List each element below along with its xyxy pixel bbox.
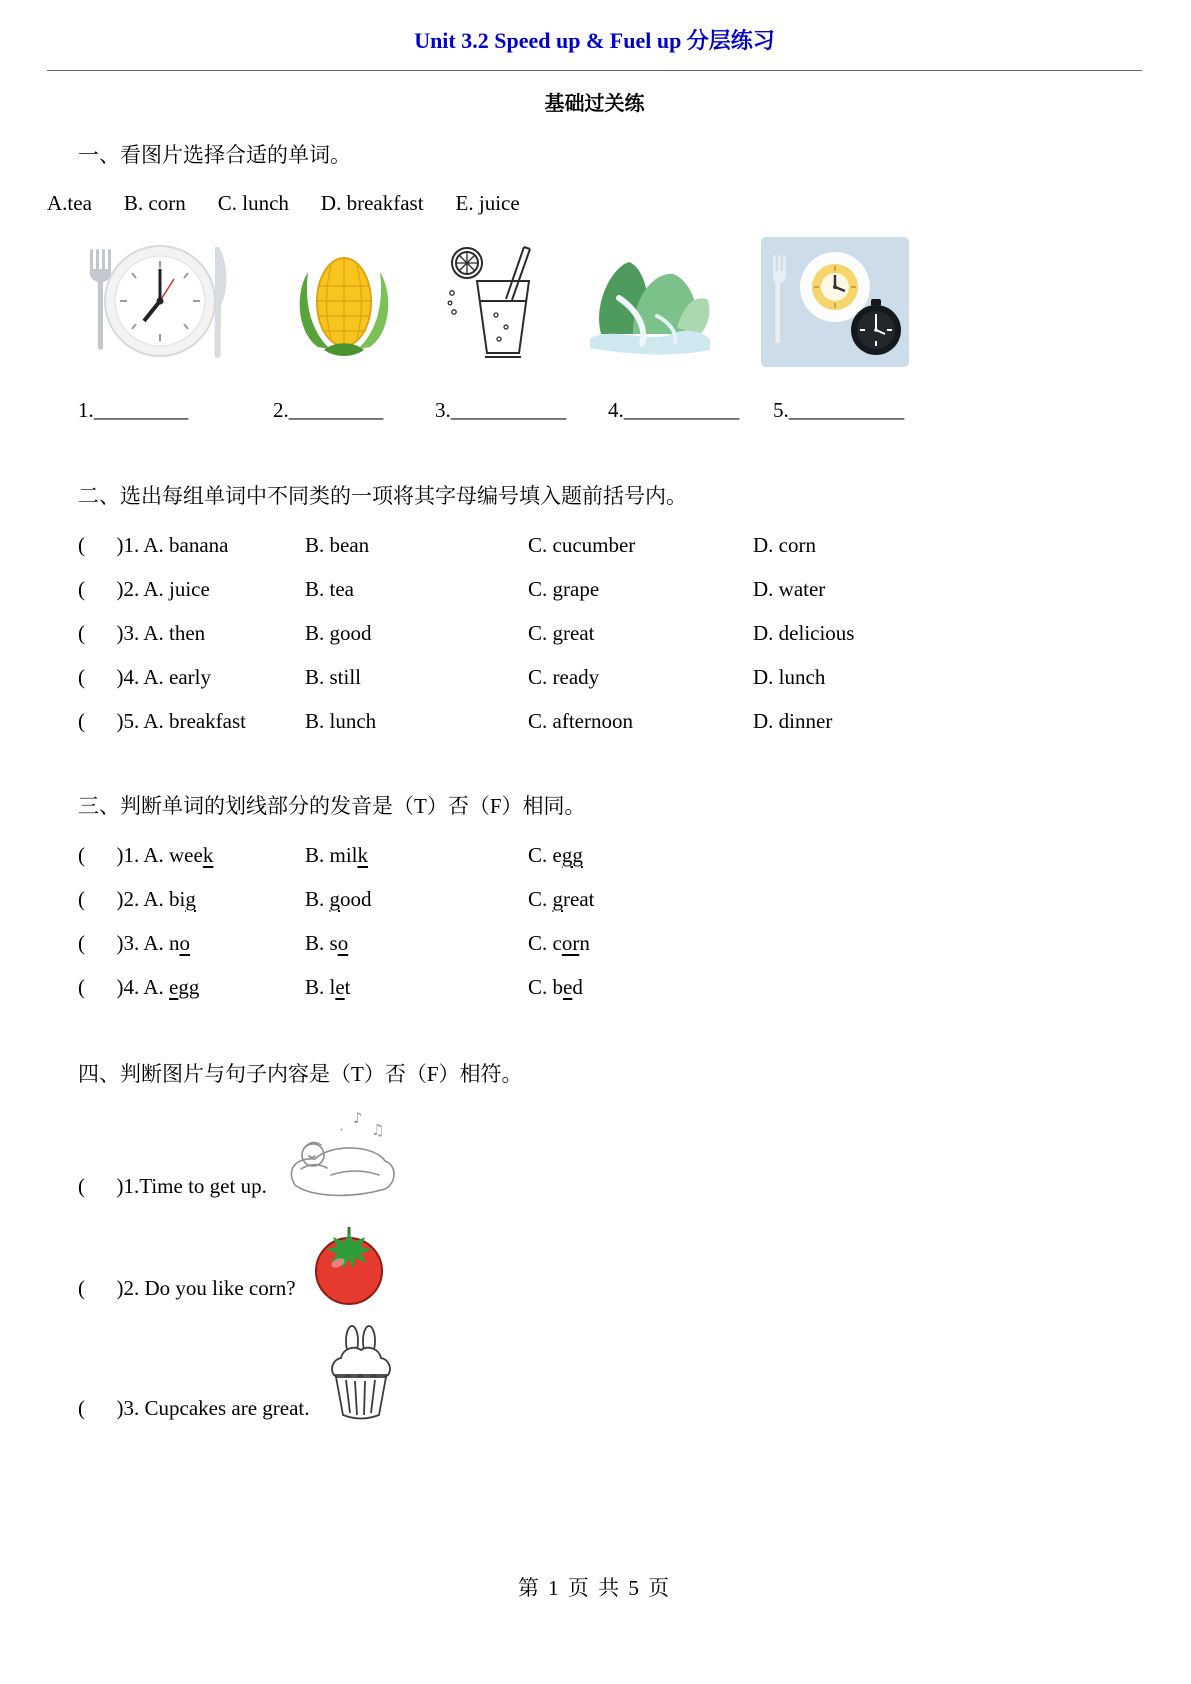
table-row xyxy=(78,699,1111,743)
answer-blank-2: 2._________ xyxy=(273,398,384,422)
judge-item-1 xyxy=(78,1105,1111,1205)
answer-blanks-row xyxy=(78,395,1111,425)
bunny-cupcake-icon xyxy=(322,1323,400,1427)
question-cell: ( )4. A. egg xyxy=(78,975,200,999)
picture-row xyxy=(78,234,1111,369)
answer-blank-1: 1._________ xyxy=(78,398,189,422)
section1-heading: 一、看图片选择合适的单词。 xyxy=(78,143,351,167)
answer-bracket: ( ) xyxy=(78,665,124,689)
table-row xyxy=(78,877,1111,921)
table-row xyxy=(78,655,1111,699)
option-e: E. juice xyxy=(455,191,520,215)
option-b: B. corn xyxy=(123,191,186,215)
table-row xyxy=(78,965,1111,1009)
answer-bracket: ( ) xyxy=(78,621,124,645)
answer-bracket: ( ) xyxy=(78,1396,124,1420)
knife-icon xyxy=(215,247,227,358)
section2-rows xyxy=(78,523,1111,743)
answer-bracket: ( ) xyxy=(78,577,124,601)
judge-sentence: ( )1.Time to get up. xyxy=(78,1174,267,1198)
choice-c: C. bed xyxy=(528,975,583,999)
judge-sentence: ( )3. Cupcakes are great. xyxy=(78,1396,310,1420)
question-cell: ( )1. A. week xyxy=(78,843,214,867)
clock-plate-image xyxy=(78,239,243,364)
choice-b: B. lunch xyxy=(305,709,377,733)
clock-plate-icon xyxy=(78,239,243,364)
tomato-icon xyxy=(308,1221,390,1307)
tomato-image xyxy=(308,1221,390,1307)
sleeping-child-icon xyxy=(279,1105,404,1205)
choice-c: C. egg xyxy=(528,843,583,867)
mountains-water-icon xyxy=(587,246,713,358)
question-cell: ( )1. A. banana xyxy=(78,533,229,557)
table-row xyxy=(78,567,1111,611)
page-number-footer: 第 1 页 共 5 页 xyxy=(517,1576,672,1600)
judge-item-3 xyxy=(78,1323,1111,1427)
choice-b: B. good xyxy=(305,887,372,911)
corn-icon xyxy=(291,246,396,358)
answer-blank-3: 3.___________ xyxy=(435,398,567,422)
answer-blank-4: 4.___________ xyxy=(608,398,740,422)
question-cell: ( )3. A. no xyxy=(78,931,191,955)
answer-bracket: ( ) xyxy=(78,975,124,999)
svg-text:·: · xyxy=(338,1121,344,1139)
option-c: C. lunch xyxy=(217,191,289,215)
svg-text:♫: ♫ xyxy=(370,1121,385,1139)
table-row xyxy=(78,523,1111,567)
section-subtitle: 基础过关练 xyxy=(544,93,645,115)
choice-d: D. dinner xyxy=(753,709,833,733)
answer-bracket: ( ) xyxy=(78,709,124,733)
section4-heading: 四、判断图片与句子内容是（T）否（F）相符。 xyxy=(78,1062,523,1086)
breakfast-clocks-icon xyxy=(761,237,909,367)
choice-c: C. afternoon xyxy=(528,709,633,733)
music-notes-icon xyxy=(339,1109,384,1139)
answer-blank-5: 5.___________ xyxy=(773,398,905,422)
mountains-image xyxy=(587,246,713,358)
choice-d: D. water xyxy=(753,577,826,601)
svg-text:♪: ♪ xyxy=(352,1109,363,1127)
choice-b: B. tea xyxy=(305,577,354,601)
section3-heading: 三、判断单词的划线部分的发音是（T）否（F）相同。 xyxy=(78,794,586,818)
choice-d: D. delicious xyxy=(753,621,855,645)
page-title: Unit 3.2 Speed up & Fuel up 分层练习 xyxy=(414,28,775,53)
judge-item-2 xyxy=(78,1221,1111,1307)
option-d: D. breakfast xyxy=(320,191,424,215)
choice-c: C. great xyxy=(528,621,595,645)
choice-c: C. great xyxy=(528,887,595,911)
choice-b: B. let xyxy=(305,975,351,999)
choice-b: B. still xyxy=(305,665,362,689)
breakfast-image xyxy=(761,237,909,367)
question-cell: ( )4. A. early xyxy=(78,665,211,689)
word-options-row xyxy=(47,188,1111,218)
header-divider xyxy=(47,70,1142,71)
choice-b: B. good xyxy=(305,621,372,645)
choice-d: D. lunch xyxy=(753,665,826,689)
table-row xyxy=(78,611,1111,655)
choice-c: C. corn xyxy=(528,931,590,955)
question-cell: ( )2. A. big xyxy=(78,887,196,911)
answer-bracket: ( ) xyxy=(78,931,124,955)
answer-bracket: ( ) xyxy=(78,533,124,557)
juice-image xyxy=(444,243,539,361)
answer-bracket: ( ) xyxy=(78,843,124,867)
sleeping-child-image xyxy=(279,1105,404,1205)
corn-image xyxy=(291,246,396,358)
choice-b: B. milk xyxy=(305,843,369,867)
choice-c: C. cucumber xyxy=(528,533,636,557)
choice-c: C. grape xyxy=(528,577,600,601)
answer-bracket: ( ) xyxy=(78,1174,124,1198)
question-cell: ( )2. A. juice xyxy=(78,577,210,601)
question-cell: ( )3. A. then xyxy=(78,621,206,645)
section2-heading: 二、选出每组单词中不同类的一项将其字母编号填入题前括号内。 xyxy=(78,484,687,508)
table-row xyxy=(78,833,1111,877)
answer-bracket: ( ) xyxy=(78,887,124,911)
juice-glass-icon xyxy=(444,243,539,361)
answer-bracket: ( ) xyxy=(78,1276,124,1300)
choice-b: B. so xyxy=(305,931,349,955)
judge-sentence: ( )2. Do you like corn? xyxy=(78,1276,296,1300)
choice-b: B. bean xyxy=(305,533,370,557)
table-row xyxy=(78,921,1111,965)
option-a: A.tea xyxy=(47,191,92,215)
cupcake-image xyxy=(322,1323,400,1427)
question-cell: ( )5. A. breakfast xyxy=(78,709,246,733)
choice-d: D. corn xyxy=(753,533,816,557)
choice-c: C. ready xyxy=(528,665,600,689)
section3-rows xyxy=(78,833,1111,1009)
